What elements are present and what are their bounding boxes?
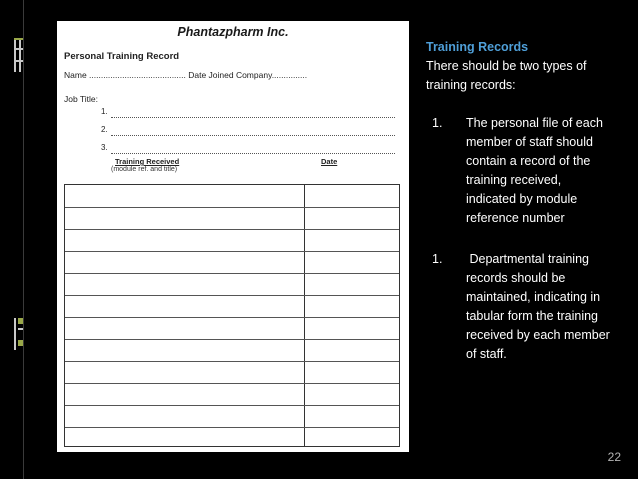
document-name-line: Name ......................................... Date Joined Company............... xyxy=(64,70,308,80)
table-row xyxy=(65,229,399,230)
table-row xyxy=(65,207,399,208)
list-item xyxy=(426,114,626,254)
table-row xyxy=(65,295,399,296)
slide-text xyxy=(426,38,626,95)
job-title-line-3 xyxy=(111,153,395,154)
list-item xyxy=(426,250,626,370)
document-heading: Personal Training Record xyxy=(64,51,180,62)
table-row xyxy=(65,251,399,252)
job-title-line-2-number: 2. xyxy=(101,125,108,134)
list-item-text: Departmental training records should be maintained, indicating in tabular form the training received by each member of staff. xyxy=(466,252,614,361)
table-row xyxy=(65,317,399,318)
document-job-title-label: Job Title: xyxy=(64,94,99,104)
column-training-sub: (module ref. and title) xyxy=(111,166,178,173)
training-table xyxy=(64,184,400,447)
list-item-text: The personal file of each member of staff should contain a record of the training received, indicated by module reference number xyxy=(466,116,603,225)
column-training-received: Training Received xyxy=(115,157,180,166)
table-row xyxy=(65,405,399,406)
side-decoration xyxy=(0,0,23,479)
table-row xyxy=(65,383,399,384)
table-column-divider xyxy=(304,185,305,446)
table-row xyxy=(65,273,399,274)
column-date: Date xyxy=(321,157,338,166)
list-item-number: 1. xyxy=(432,116,443,130)
slide-title: Training Records xyxy=(426,40,529,54)
job-title-line-1-number: 1. xyxy=(101,107,108,116)
list-item-number: 1. xyxy=(432,252,443,266)
table-row xyxy=(65,427,399,428)
job-title-line-2 xyxy=(111,135,395,136)
table-row xyxy=(65,339,399,340)
document-company-name: Phantazpharm Inc. xyxy=(177,25,289,39)
side-divider xyxy=(23,0,24,479)
table-row xyxy=(65,361,399,362)
slide-intro: There should be two types of training records: xyxy=(426,59,587,92)
job-title-line-1 xyxy=(111,117,395,118)
training-record-document xyxy=(57,21,409,452)
job-title-line-3-number: 3. xyxy=(101,143,108,152)
slide-number: 22 xyxy=(607,450,621,464)
